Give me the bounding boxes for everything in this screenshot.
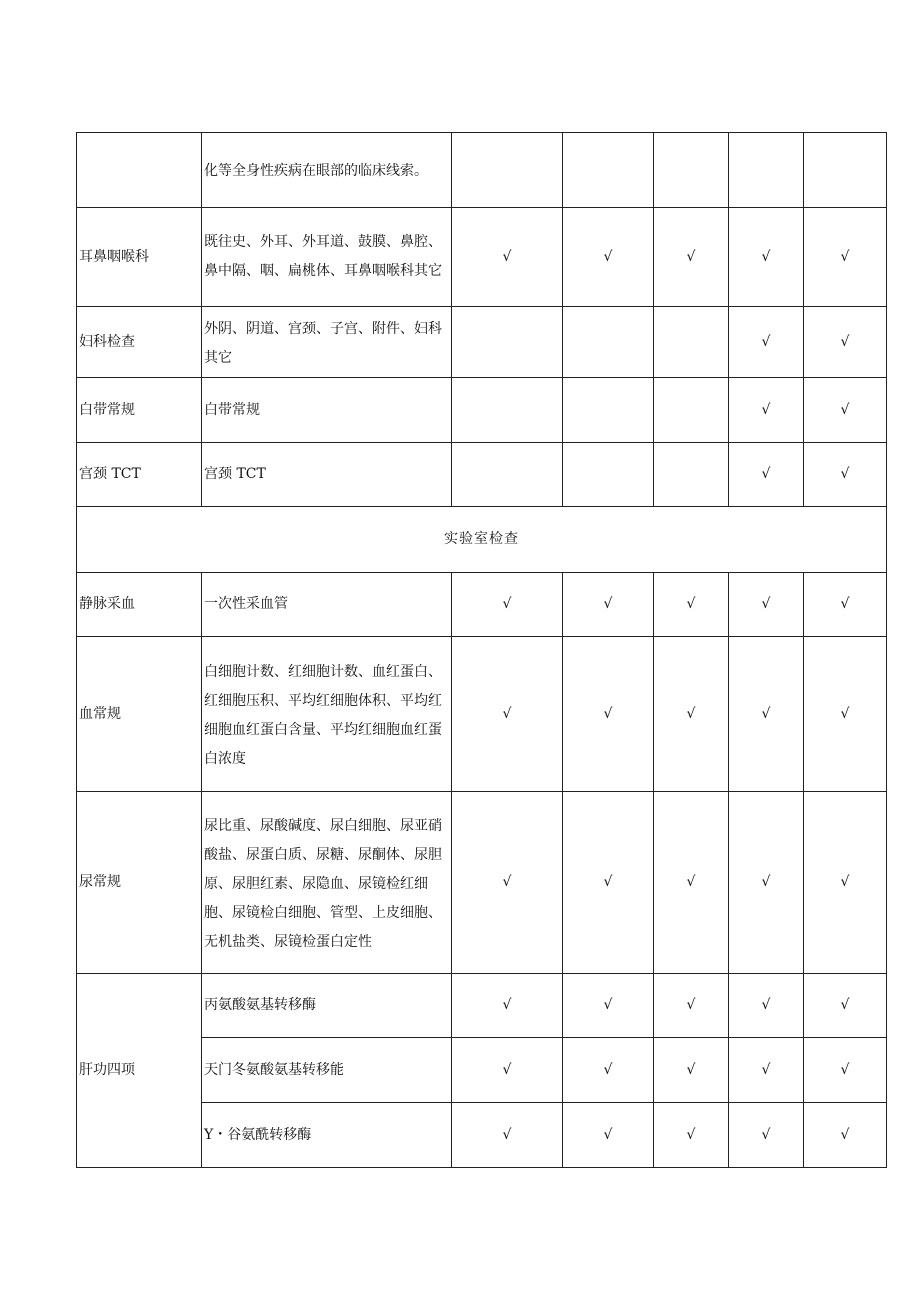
table-row: [77, 573, 887, 637]
check-mark: √: [654, 1103, 729, 1168]
row-category: 宫颈 TCT: [77, 443, 202, 507]
row-items: 白带常规: [204, 401, 260, 418]
check-mark: [654, 378, 729, 443]
row-category: 血常规: [77, 637, 202, 792]
section-header-row: [77, 507, 887, 573]
row-category: 耳鼻咽喉科: [77, 208, 202, 307]
table-row: [77, 307, 887, 378]
check-mark: √: [654, 573, 729, 637]
check-mark: √: [804, 637, 887, 792]
check-mark: [654, 443, 729, 507]
row-items: 外阴、阴道、宫颈、子宫、附件、妇科其它: [204, 320, 442, 366]
row-items: 宫颈 TCT: [204, 466, 266, 482]
check-mark: √: [804, 208, 887, 307]
check-mark: [563, 307, 654, 378]
row-items: 天门冬氨酸氨基转移能: [204, 1061, 344, 1078]
exam-table: [76, 132, 887, 1168]
check-mark: √: [452, 792, 563, 974]
check-mark: √: [654, 792, 729, 974]
row-items: 尿比重、尿酸碱度、尿白细胞、尿亚硝酸盐、尿蛋白质、尿糖、尿酮体、尿胆原、尿胆红素、尿隐血、尿镜检红细胞、尿镜检白细胞、管型、上皮细胞、无机盐类、尿镜检蛋白定性: [204, 817, 442, 950]
check-mark: √: [804, 1038, 887, 1103]
check-mark: [563, 378, 654, 443]
check-mark: √: [804, 1103, 887, 1168]
check-mark: √: [563, 208, 654, 307]
check-mark: √: [804, 573, 887, 637]
check-mark: [654, 307, 729, 378]
check-mark: √: [729, 974, 804, 1038]
table-row: [77, 208, 887, 307]
check-mark: √: [654, 208, 729, 307]
check-mark: [804, 133, 887, 208]
row-category: 白带常规: [77, 378, 202, 443]
check-mark: √: [563, 974, 654, 1038]
check-mark: √: [804, 307, 887, 378]
row-category: [77, 133, 202, 208]
check-mark: √: [452, 1103, 563, 1168]
row-items: 既往史、外耳、外耳道、鼓膜、鼻腔、鼻中隔、咽、扁桃体、耳鼻咽喉科其它: [204, 234, 442, 279]
check-mark: [452, 378, 563, 443]
check-mark: √: [729, 378, 804, 443]
row-items: Y・谷氨酰转移酶: [204, 1126, 312, 1143]
check-mark: √: [729, 1038, 804, 1103]
check-mark: √: [729, 443, 804, 507]
check-mark: [563, 133, 654, 208]
check-mark: [452, 307, 563, 378]
row-category: 妇科检查: [77, 307, 202, 378]
check-mark: √: [563, 637, 654, 792]
check-mark: [452, 133, 563, 208]
check-mark: √: [452, 974, 563, 1038]
row-items: 化等全身性疾病在眼部的临床线索。: [204, 163, 428, 179]
check-mark: √: [654, 1038, 729, 1103]
table-row: [77, 378, 887, 443]
check-mark: [452, 443, 563, 507]
row-items: 一次性采血管: [204, 596, 288, 612]
check-mark: [729, 133, 804, 208]
check-mark: √: [563, 1103, 654, 1168]
row-category: 肝功四项: [77, 974, 202, 1168]
table-row: [77, 133, 887, 208]
section-title: 实验室检查: [77, 507, 887, 573]
row-items: 丙氨酸氨基转移酶: [204, 997, 316, 1013]
check-mark: √: [563, 1038, 654, 1103]
check-mark: √: [452, 573, 563, 637]
row-category: 静脉采血: [77, 573, 202, 637]
check-mark: √: [804, 378, 887, 443]
check-mark: √: [563, 573, 654, 637]
check-mark: √: [729, 307, 804, 378]
check-mark: [563, 443, 654, 507]
check-mark: [654, 133, 729, 208]
row-items: 白细胞计数、红细胞计数、血红蛋白、红细胞压积、平均红细胞体积、平均红细胞血红蛋白含量、平均红细胞血红蛋白浓度: [204, 663, 442, 767]
check-mark: √: [654, 637, 729, 792]
check-mark: √: [804, 792, 887, 974]
check-mark: √: [452, 637, 563, 792]
table-row: [77, 792, 887, 974]
check-mark: √: [563, 792, 654, 974]
row-category: 尿常规: [77, 792, 202, 974]
table-row: [77, 637, 887, 792]
check-mark: √: [729, 573, 804, 637]
check-mark: √: [804, 443, 887, 507]
check-mark: √: [729, 637, 804, 792]
check-mark: √: [729, 792, 804, 974]
check-mark: √: [804, 974, 887, 1038]
check-mark: √: [729, 1103, 804, 1168]
table-row: [77, 974, 887, 1038]
table-row: [77, 443, 887, 507]
check-mark: √: [452, 208, 563, 307]
check-mark: √: [452, 1038, 563, 1103]
check-mark: √: [654, 974, 729, 1038]
check-mark: √: [729, 208, 804, 307]
